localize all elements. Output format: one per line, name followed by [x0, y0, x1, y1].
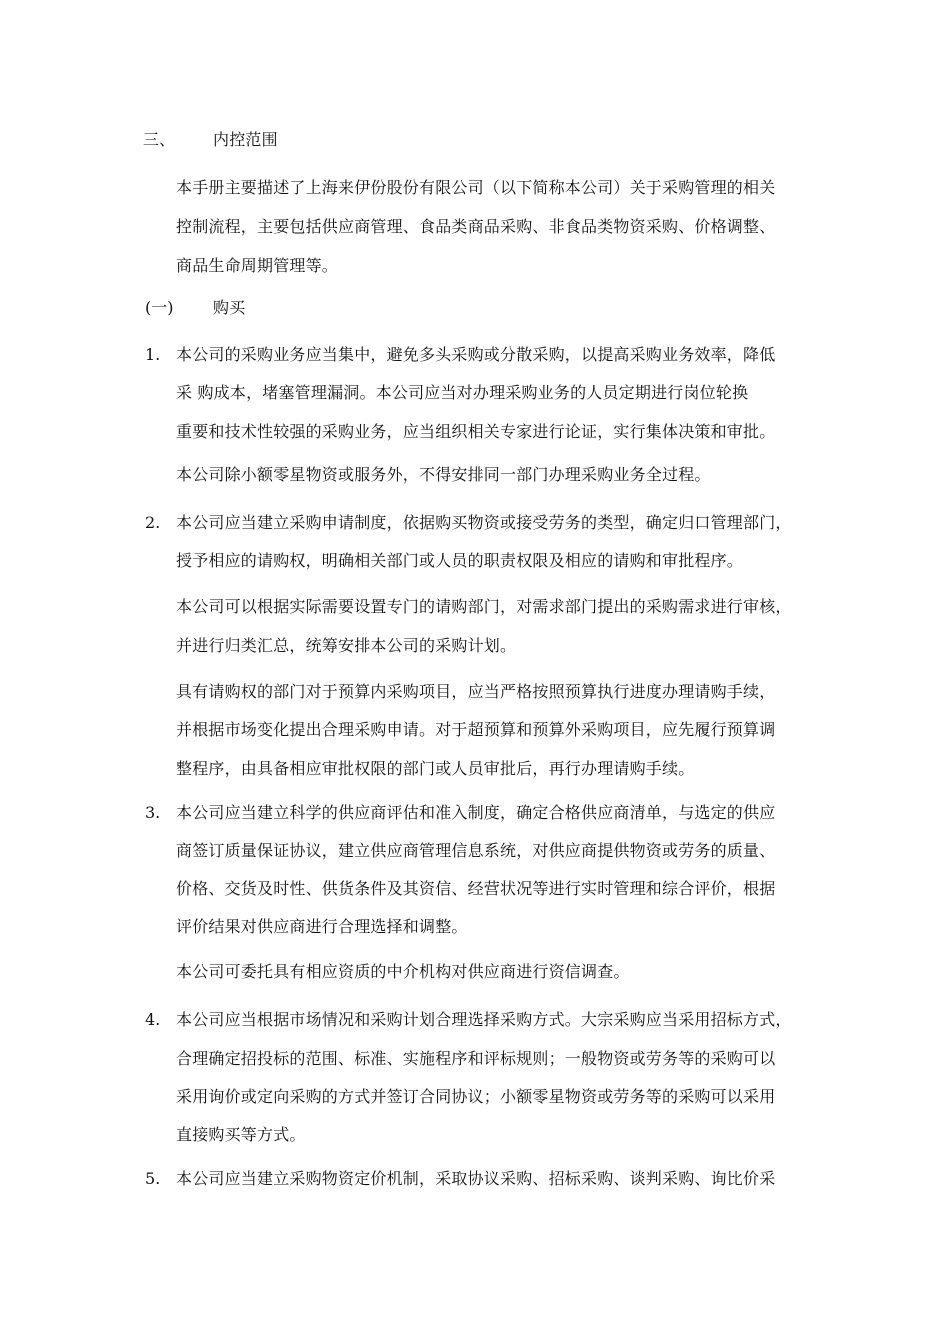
item-2-line: 本公司可以根据实际需要设置专门的请购部门，对需求部门提出的采购需求进行审核， — [176, 597, 792, 616]
item-2-line: 本公司应当建立采购申请制度，依据购买物资或接受劳务的类型，确定归口管理部门， — [176, 513, 792, 532]
item-3-line: 评价结果对供应商进行合理选择和调整。 — [176, 917, 468, 936]
item-number-3: 3. — [145, 803, 161, 822]
item-3-line: 价格、交货及时性、供货条件及其资信、经营状况等进行实时管理和综合评价，根据 — [176, 879, 776, 898]
item-1-line: 本公司的采购业务应当集中，避免多头采购或分散采购，以提高采购业务效率，降低 — [176, 345, 776, 364]
subsection-title: 购买 — [213, 298, 246, 317]
item-1-line: 本公司除小额零星物资或服务外，不得安排同一部门办理采购业务全过程。 — [176, 465, 711, 484]
intro-line-2: 控制流程，主要包括供应商管理、食品类商品采购、非食品类物资采购、价格调整、 — [176, 217, 776, 236]
item-2-line: 整程序，由具备相应审批权限的部门或人员审批后，再行办理请购手续。 — [176, 759, 695, 778]
item-1-line: 重要和技术性较强的采购业务，应当组织相关专家进行论证，实行集体决策和审批。 — [176, 422, 776, 441]
item-3-line: 商签订质量保证协议，建立供应商管理信息系统，对供应商提供物资或劳务的质量、 — [176, 841, 776, 860]
item-2-line: 并根据市场变化提出合理采购申请。对于超预算和预算外采购项目，应先履行预算调 — [176, 720, 776, 739]
item-4-line: 采用询价或定向采购的方式并签订合同协议；小额零星物资或劳务等的采购可以采用 — [176, 1087, 776, 1106]
subsection-number: (一) — [145, 298, 174, 317]
item-2-line: 并进行归类汇总，统筹安排本公司的采购计划。 — [176, 636, 517, 655]
item-4-line: 本公司应当根据市场情况和采购计划合理选择采购方式。大宗采购应当采用招标方式， — [176, 1010, 792, 1029]
item-2-line: 授予相应的请购权，明确相关部门或人员的职责权限及相应的请购和审批程序。 — [176, 551, 744, 570]
item-2-line: 具有请购权的部门对于预算内采购项目，应当严格按照预算执行进度办理请购手续， — [176, 682, 776, 701]
item-5-line: 本公司应当建立采购物资定价机制，采取协议采购、招标采购、谈判采购、询比价采 — [176, 1169, 776, 1188]
section-number: 三、 — [143, 130, 176, 149]
item-number-4: 4. — [145, 1010, 161, 1029]
item-4-line: 合理确定招投标的范围、标准、实施程序和评标规则；一般物资或劳务等的采购可以 — [176, 1049, 776, 1068]
item-4-line: 直接购买等方式。 — [176, 1125, 306, 1144]
item-1-line: 采 购成本，堵塞管理漏洞。本公司应当对办理采购业务的人员定期进行岗位轮换 — [176, 383, 749, 402]
item-number-2: 2. — [145, 513, 161, 532]
item-3-line: 本公司可委托具有相应资质的中介机构对供应商进行资信调查。 — [176, 962, 630, 981]
intro-line-3: 商品生命周期管理等。 — [176, 256, 339, 275]
intro-line-1: 本手册主要描述了上海来伊份股份有限公司（以下简称本公司）关于采购管理的相关 — [176, 178, 776, 197]
section-title: 内控范围 — [213, 130, 278, 149]
item-number-5: 5. — [145, 1169, 161, 1188]
item-number-1: 1. — [145, 345, 161, 364]
item-3-line: 本公司应当建立科学的供应商评估和准入制度，确定合格供应商清单，与选定的供应 — [176, 803, 776, 822]
